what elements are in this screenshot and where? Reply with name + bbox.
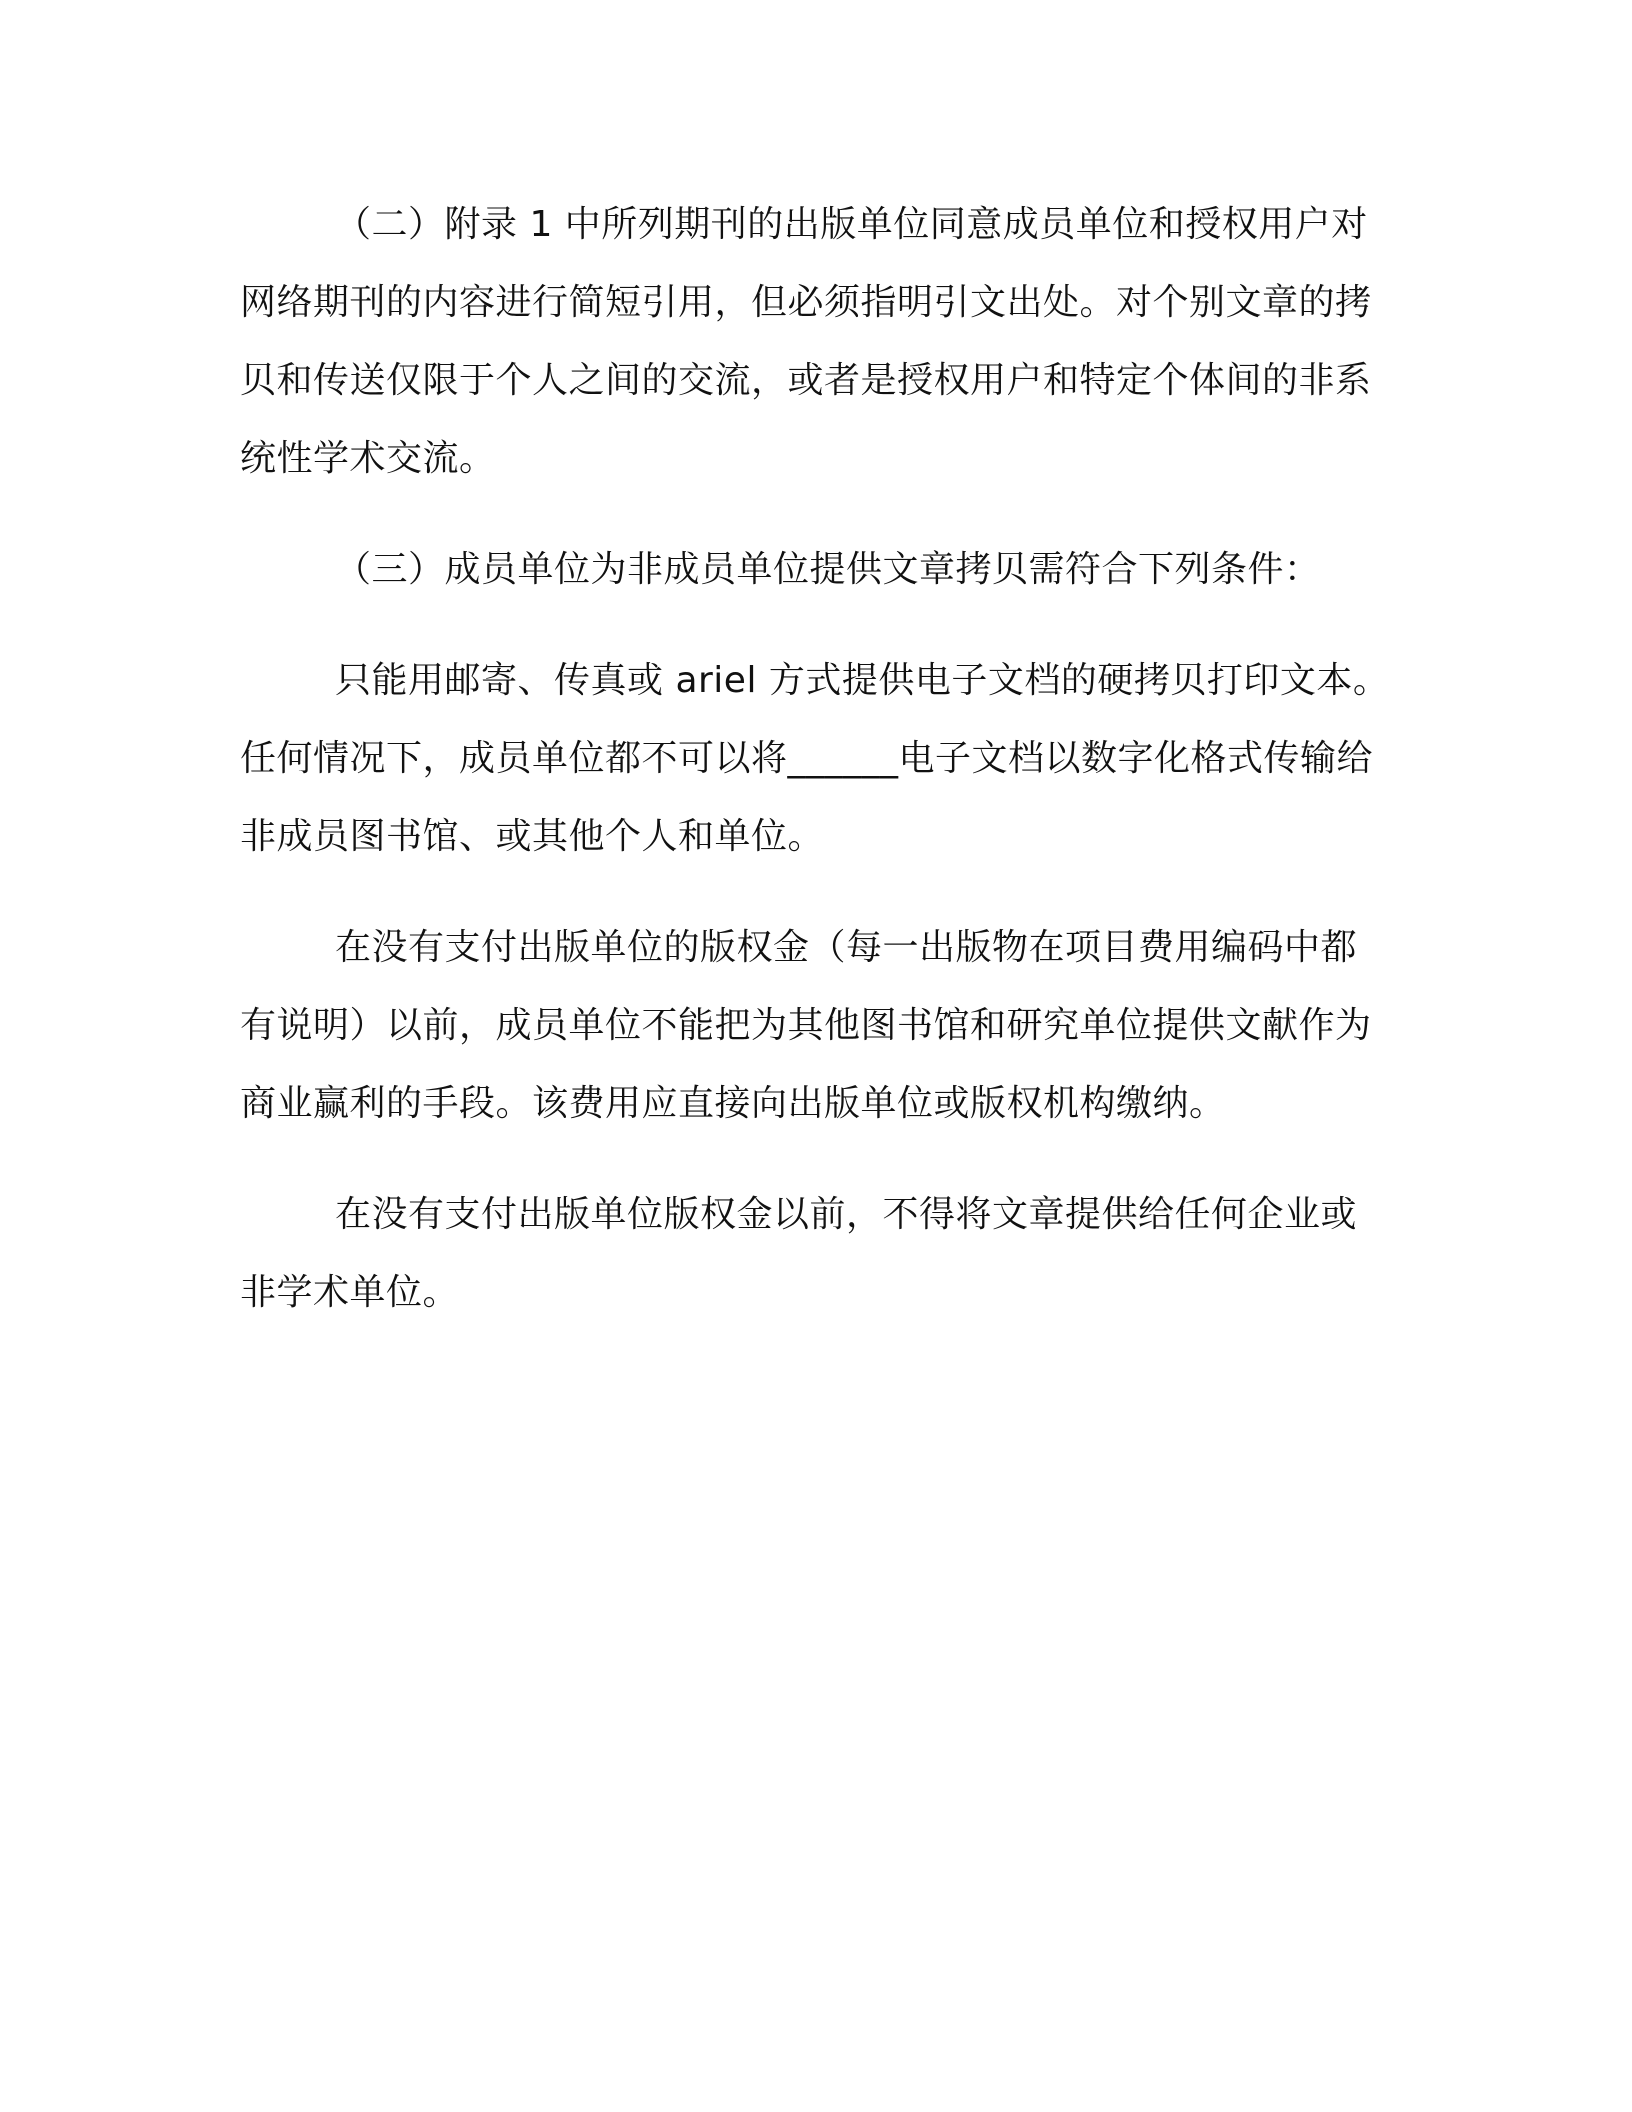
paragraph-journal-citation: （二）附录 1 中所列期刊的出版单位同意成员单位和授权用户对网络期刊的内容进行简短引用，但必须指明引文出处。对个别文章的拷贝和传送仅限于个人之间的交流，或者是授权用户和特定个体间的非系统性学术交流。 bbox=[240, 204, 1372, 479]
paragraph-royalty-enterprise: 在没有支付出版单位版权金以前，不得将文章提供给任何企业或非学术单位。 bbox=[240, 1194, 1358, 1313]
document-body bbox=[240, 186, 1390, 1365]
paragraph-royalty-commercial: 在没有支付出版单位的版权金（每一出版物在项目费用编码中都有说明）以前，成员单位不能把为其他图书馆和研究单位提供文献作为商业赢利的手段。该费用应直接向出版单位或版权机构缴纳。 bbox=[240, 927, 1372, 1124]
paragraph-hardcopy-delivery: 只能用邮寄、传真或 ariel 方式提供电子文档的硬拷贝打印文本。任何情况下，成员单位都不可以将______电子文档以数字化格式传输给非成员图书馆、或其他个人和单位。 bbox=[240, 660, 1390, 857]
paragraph-nonmember-conditions-heading: （三）成员单位为非成员单位提供文章拷贝需符合下列条件： bbox=[335, 549, 1321, 590]
